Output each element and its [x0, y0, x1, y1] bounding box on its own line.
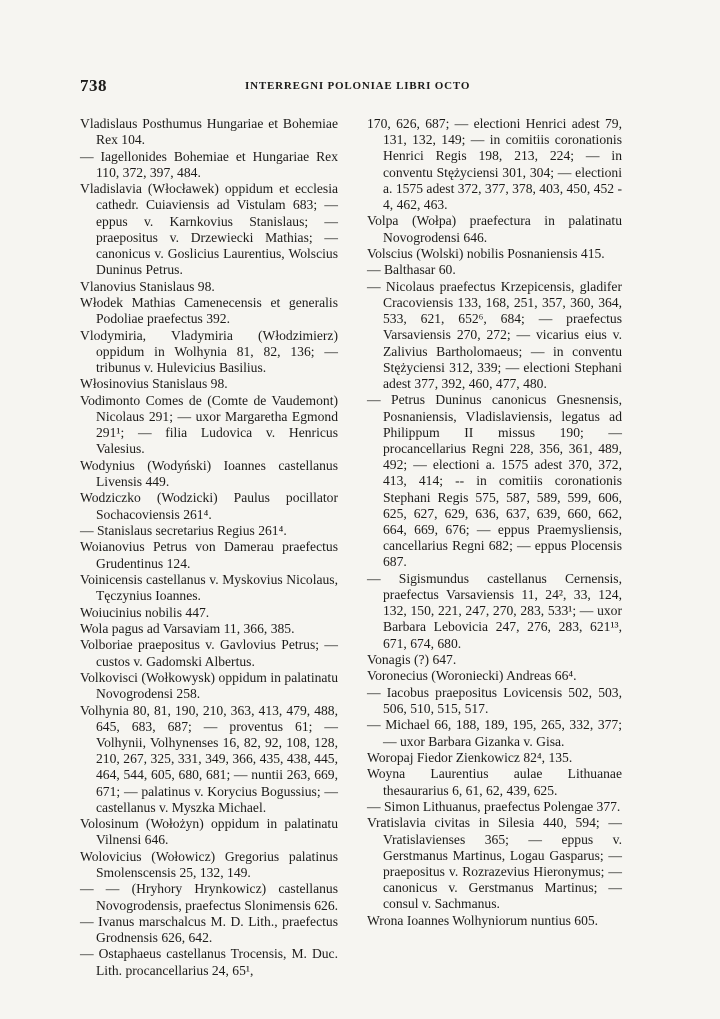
index-entry: — Sigismundus castellanus Cernensis, praefectus Varsaviensis 11, 24², 33, 124, 132, 150, 221, 247, 270, 283, 533¹; — uxor Barbara Lebovicia 247, 276, 283, 621¹³, 671, 674, 680. — [367, 570, 622, 651]
index-entry: Woiucinius nobilis 447. — [80, 604, 210, 620]
index-entry: Wola pagus ad Varsaviam 11, 366, 385. — [80, 620, 295, 636]
index-entry: — Balthasar 60. — [367, 262, 456, 278]
index-entry: Vladislaus Posthumus Hungariae et Bohemiae Rex 104. — [80, 116, 338, 148]
index-entry: Włosinovius Stanislaus 98. — [80, 376, 228, 392]
index-entry: Vladislavia (Włocławek) oppidum et ecclesia cathedr. Cuiaviensis ad Vistulam 683; — eppus v. Karnkovius Stanislaus; — praepositus v. Drzewiecki Mathias; — canonicus v. Goslicius Laurentius, Wolscius Duninus Petrus. — [80, 181, 338, 278]
index-entry: Volkovisci (Wołkowysk) oppidum in palatinatu Novogrodensi 258. — [80, 669, 338, 702]
index-entry: Wodziczko (Wodzicki) Paulus pocillator Sochacoviensis 261⁴. — [80, 490, 338, 522]
running-title: INTERREGNI POLONIAE LIBRI OCTO — [245, 80, 471, 92]
index-entry: Voinicensis castellanus v. Myskovius Nicolaus, Tęczynius Ioannes. — [80, 571, 338, 604]
index-entry: Włodek Mathias Camenecensis et generalis Podoliae praefectus 392. — [80, 294, 338, 327]
index-entry: Vodimonto Comes de (Comte de Vaudemont) Nicolaus 291; — uxor Margaretha Egmond 291¹; — filia Ludovica v. Henricus Valesius. — [80, 392, 338, 457]
index-entry: Woianovius Petrus von Damerau praefectus Grudentinus 124. — [80, 539, 338, 571]
page-number: 738 — [80, 76, 107, 95]
index-column-left — [80, 116, 338, 979]
index-entry: Vlodymiria, Vladymiria (Włodzimierz) oppidum in Wolhynia 81, 82, 136; — tribunus v. Hulevicius Basilius. — [80, 327, 338, 375]
index-entry: Volpa (Wołpa) praefectura in palatinatu Novogrodensi 646. — [367, 213, 622, 245]
index-entry: Volscius (Wolski) nobilis Posnaniensis 415. — [367, 246, 605, 261]
index-entry: — — (Hryhory Hrynkowicz) castellanus Novogrodensis, praefectus Slonimensis 626. — [80, 881, 339, 913]
index-entry: — Ivanus marschalcus M. D. Lith., praefectus Grodnensis 626, 642. — [80, 913, 338, 946]
index-entry: Voronecius (Woroniecki) Andreas 66⁴. — [367, 668, 577, 684]
index-entry: — Stanislaus secretarius Regius 261⁴. — [80, 522, 287, 538]
index-entry: — Michael 66, 188, 189, 195, 265, 332, 377; — uxor Barbara Gizanka v. Gisa. — [367, 717, 622, 749]
index-entry: Wodynius (Wodyński) Ioannes castellanus Livensis 449. — [80, 457, 338, 489]
index-entry: — Nicolaus praefectus Krzepicensis, gladifer Cracoviensis 133, 168, 251, 357, 360, 364, 533, 621, 652⁶, 684; — praefectus Varsaviensis 270, 272; — vicarius eius v. Zalivius Bartholomaeus; — in conventu Stężyciensi 312, 339; — electioni Stephani adest 377, 392, 460, 477, 480. — [367, 278, 622, 391]
index-entry: Wrona Ioannes Wolhyniorum nuntius 605. — [367, 912, 599, 928]
index-entry: Woropaj Fiedor Zienkowicz 82⁴, 135. — [367, 749, 573, 765]
index-column-right — [367, 116, 622, 929]
index-entry: — Simon Lithuanus, praefectus Polengae 377. — [367, 798, 621, 814]
index-entry: — Ostaphaeus castellanus Trocensis, M. Duc. Lith. procancellarius 24, 65¹, — [80, 946, 338, 978]
index-entry: Wolovicius (Wołowicz) Gregorius palatinus Smolenscensis 25, 132, 149. — [80, 848, 338, 880]
index-entry: Volosinum (Wołożyn) oppidum in palatinatu Vilnensi 646. — [80, 816, 338, 848]
index-entry: Volhynia 80, 81, 190, 210, 363, 413, 479, 488, 645, 683, 687; — proventus 61; — Volhynii, Volhynenses 16, 82, 92, 108, 128, 210, 267, 325, 331, 349, 366, 435, 438, 445, 464, 544, 605, 680, 681; — nuntii 263, 669, 671; — palatinus v. Korycius Bogussius; — castellanus v. Myszka Michael. — [80, 702, 338, 815]
index-entry: Volboriae praepositus v. Gavlovius Petrus; — custos v. Gadomski Albertus. — [80, 637, 338, 669]
index-entry: — Iagellonides Bohemiae et Hungariae Rex 110, 372, 397, 484. — [80, 148, 338, 180]
index-entry: 170, 626, 687; — electioni Henrici adest 79, 131, 132, 149; — in comitiis coronationis Henrici Regis 198, 213, 224; — in conventu Stężyciensi 301, 304; — electioni a. 1575 adest 372, 377, 378, 403, 450, 452 - 4, 462, 463. — [367, 116, 622, 213]
index-entry: Vratislavia civitas in Silesia 440, 594; — Vratislavienses 365; — eppus v. Gerstmanus Martinus, Logau Gasparus; — praepositus v. Rozrazevius Hieronymus; — canonicus v. Gerstmanus Martinus; — consul v. Sachmanus. — [367, 815, 622, 912]
index-entry: — Iacobus praepositus Lovicensis 502, 503, 506, 510, 515, 517. — [367, 684, 622, 716]
index-entry: — Petrus Duninus canonicus Gnesnensis, Posnaniensis, Vladislaviensis, legatus ad Philippum II missus 190; — procancellarius Regni 228, 356, 361, 489, 492; — electioni a. 1575 adest 370, 372, 413, 414; -- in comitiis coronationis Stephani Regis 575, 587, 589, 599, 606, 625, 627, 629, 636, 637, 639, 660, 662, 664, 669, 676; — eppus Praemysliensis, cancellarius Regni 682; — eppus Plocensis 687. — [367, 392, 622, 570]
index-entry: Vonagis (?) 647. — [367, 652, 457, 668]
index-entry: Vlanovius Stanislaus 98. — [80, 278, 215, 294]
index-entry: Woyna Laurentius aulae Lithuanae thesaurarius 6, 61, 62, 439, 625. — [367, 766, 622, 798]
